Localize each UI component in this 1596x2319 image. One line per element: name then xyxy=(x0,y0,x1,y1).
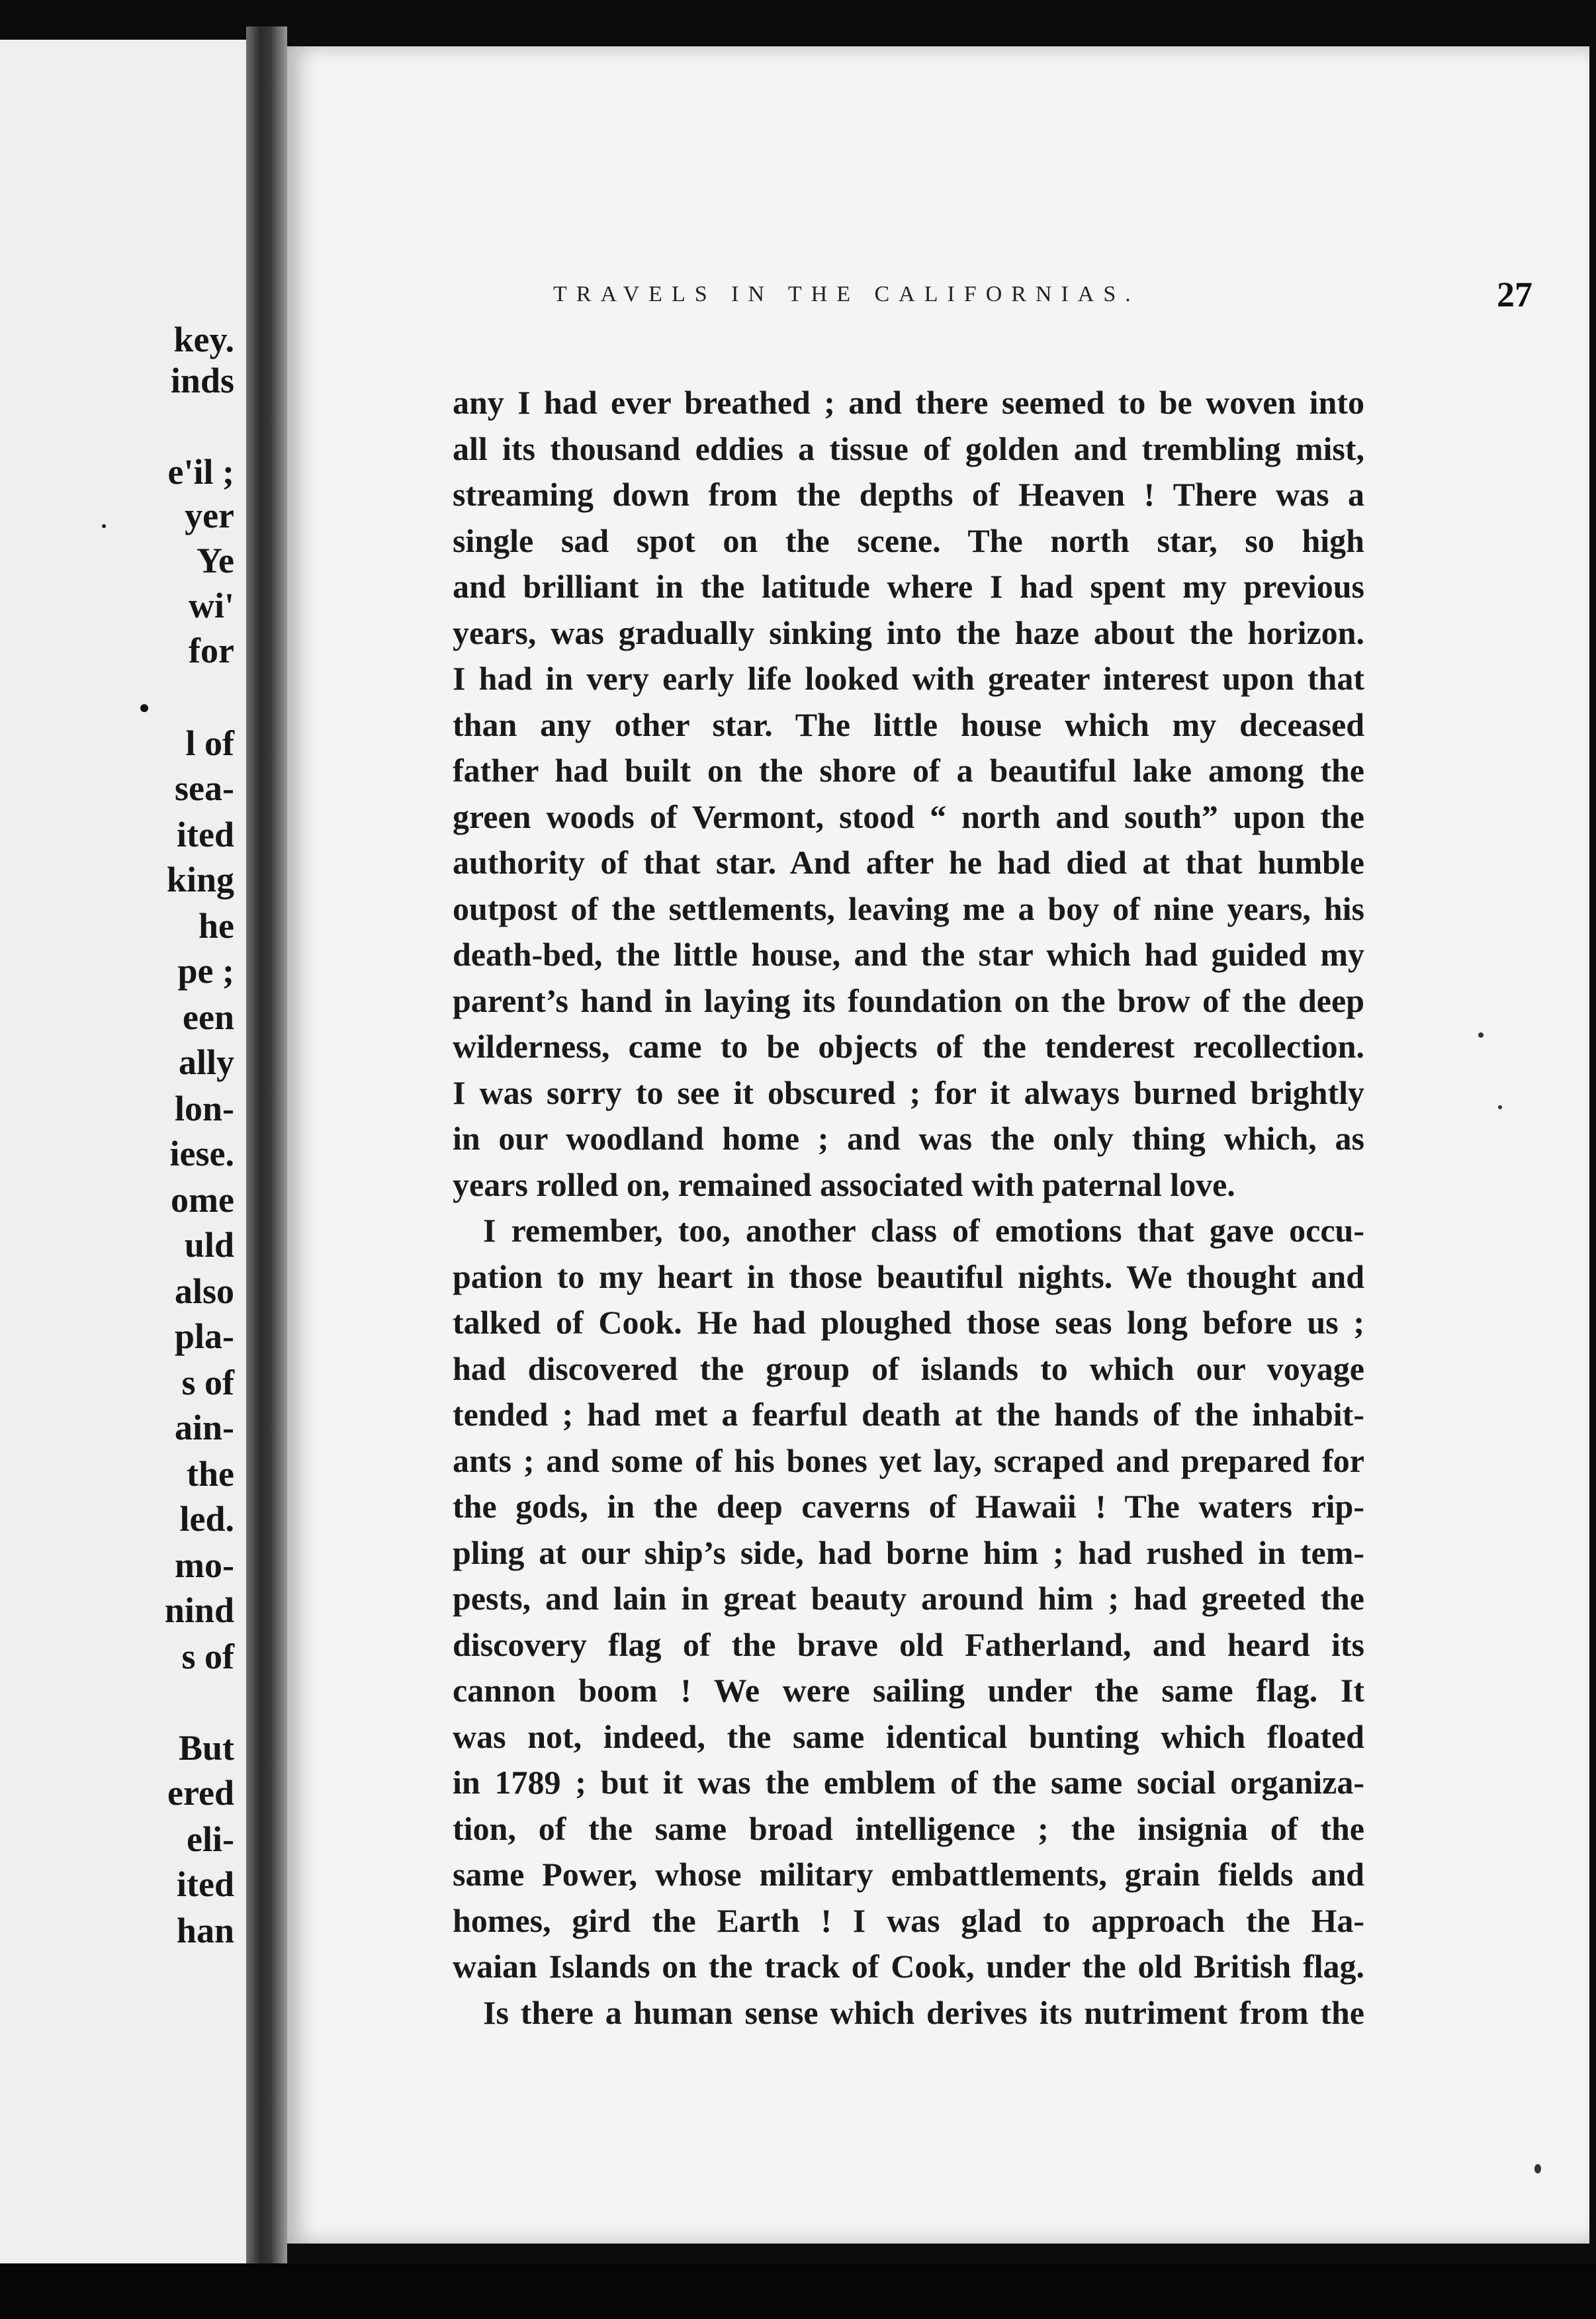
fragment-line: Ye xyxy=(197,541,234,580)
text-line: I had in very early life looked with greater interest upon that xyxy=(453,660,1364,697)
text-line: outpost of the settlements, leaving me a boy of nine years, his xyxy=(453,889,1364,927)
text-line: death-bed, the little house, and the star which had guided my xyxy=(453,936,1364,973)
fragment-line: sea- xyxy=(175,768,234,808)
text-line: than any other star. The little house which my deceased xyxy=(453,705,1364,743)
text-line: any I had ever breathed ; and there seemed to be woven into xyxy=(453,384,1364,421)
fragment-line: he xyxy=(199,906,234,946)
fragment-line: led. xyxy=(179,1499,234,1539)
text-line: same Power, whose military embattlements, grain fields and xyxy=(453,1856,1364,1893)
fragment-line: iese. xyxy=(169,1134,234,1173)
text-line: father had built on the shore of a beautiful lake among the xyxy=(453,752,1364,789)
text-line: green woods of Vermont, stood “ north and south” upon the xyxy=(453,797,1364,835)
text-line: waian Islands on the track of Cook, under the old British flag. xyxy=(453,1948,1364,1985)
text-line: ants ; and some of his bones yet lay, scraped and prepared for xyxy=(453,1441,1364,1479)
fragment-line: nind xyxy=(164,1590,234,1630)
scan-speck xyxy=(1478,1032,1484,1038)
text-line: cannon boom ! We were sailing under the same flag. It xyxy=(453,1672,1364,1709)
text-line: tion, of the same broad intelligence ; the insignia of the xyxy=(453,1809,1364,1847)
fragment-line: han xyxy=(176,1911,234,1950)
fragment-line: uld xyxy=(184,1225,234,1265)
text-line: pation to my heart in those beautiful nights. We thought and xyxy=(453,1257,1364,1295)
fragment-line: for xyxy=(189,631,234,670)
text-line: single sad spot on the scene. The north star, so high xyxy=(453,522,1364,559)
fragment-line: een xyxy=(183,997,234,1037)
text-line: had discovered the group of islands to which our voyage xyxy=(453,1349,1364,1387)
text-line: discovery flag of the brave old Fatherland, and heard its xyxy=(453,1625,1364,1663)
book-gutter-shadow xyxy=(246,26,287,2290)
fragment-line: eli- xyxy=(187,1819,234,1859)
fragment-line: pe ; xyxy=(177,951,234,991)
text-line: wilderness, came to be objects of the tenderest recollection. xyxy=(453,1028,1364,1065)
running-title: TRAVELS IN THE CALIFORNIAS. xyxy=(553,282,1140,306)
text-line: in our woodland home ; and was the only thing which, as xyxy=(453,1120,1364,1157)
text-line: all its thousand eddies a tissue of golden and trembling mist, xyxy=(453,430,1364,467)
text-line: and brilliant in the latitude where I had spent my previous xyxy=(453,568,1364,605)
fragment-line: ited xyxy=(177,815,234,854)
fragment-line: ally xyxy=(178,1042,234,1082)
fragment-line: l of xyxy=(185,723,234,763)
text-line: homes, gird the Earth ! I was glad to approach the Ha- xyxy=(453,1901,1364,1939)
fragment-line: s of xyxy=(181,1637,234,1676)
text-line: tended ; had met a fearful death at the hands of the inhabit- xyxy=(453,1396,1364,1433)
text-line: streaming down from the depths of Heaven ! There was a xyxy=(453,476,1364,513)
scanner-border xyxy=(0,2263,1596,2319)
text-line: the gods, in the deep caverns of Hawaii ! The waters rip- xyxy=(453,1488,1364,1525)
paragraph-start-line: Is there a human sense which derives its nutriment from the xyxy=(483,1993,1364,2031)
fragment-line: ered xyxy=(167,1773,234,1813)
fragment-line: also xyxy=(174,1271,234,1311)
scan-speck xyxy=(140,704,148,712)
fragment-line: wi' xyxy=(188,586,234,625)
fragment-line: mo- xyxy=(175,1545,234,1585)
previous-page-edge xyxy=(0,40,246,2277)
body-text xyxy=(453,380,1364,2036)
fragment-line: the xyxy=(187,1454,234,1494)
text-line: was not, indeed, the same identical bunting which floated xyxy=(453,1717,1364,1755)
text-line: talked of Cook. He had ploughed those seas long before us ; xyxy=(453,1304,1364,1341)
fragment-line: inds xyxy=(170,361,234,400)
fragment-line: But xyxy=(178,1728,234,1768)
text-line: parent’s hand in laying its foundation on the brow of the deep xyxy=(453,981,1364,1019)
fragment-line: yer xyxy=(185,496,234,535)
fragment-line: pla- xyxy=(174,1316,234,1356)
scan-speck xyxy=(1498,1105,1502,1109)
scan-speck xyxy=(102,524,106,528)
running-head xyxy=(447,275,1532,322)
fragment-line: ain- xyxy=(174,1408,234,1447)
fragment-line: s of xyxy=(181,1363,234,1402)
fragment-line: ome xyxy=(171,1180,234,1220)
fragment-line: e'il ; xyxy=(167,452,234,492)
fragment-line: key. xyxy=(173,320,234,359)
fragment-line: lon- xyxy=(174,1089,234,1128)
text-line: I was sorry to see it obscured ; for it always burned brightly xyxy=(453,1073,1364,1111)
fragment-line: ited xyxy=(177,1864,234,1904)
text-line: years, was gradually sinking into the haze about the horizon. xyxy=(453,614,1364,651)
page-number: 27 xyxy=(1497,275,1532,314)
scan-speck xyxy=(1534,2164,1541,2173)
paragraph-start-line: I remember, too, another class of emotions that gave occu- xyxy=(483,1212,1364,1249)
current-page xyxy=(287,46,1589,2244)
text-line: pling at our ship’s side, had borne him ; had rushed in tem- xyxy=(453,1533,1364,1571)
paragraph-end-line: years rolled on, remained associated with paternal love. xyxy=(453,1165,1235,1203)
text-line: authority of that star. And after he had died at that humble xyxy=(453,844,1364,881)
fragment-line: king xyxy=(166,860,234,899)
text-line: pests, and lain in great beauty around him ; had greeted the xyxy=(453,1580,1364,1617)
text-line: in 1789 ; but it was the emblem of the same social organiza- xyxy=(453,1764,1364,1801)
